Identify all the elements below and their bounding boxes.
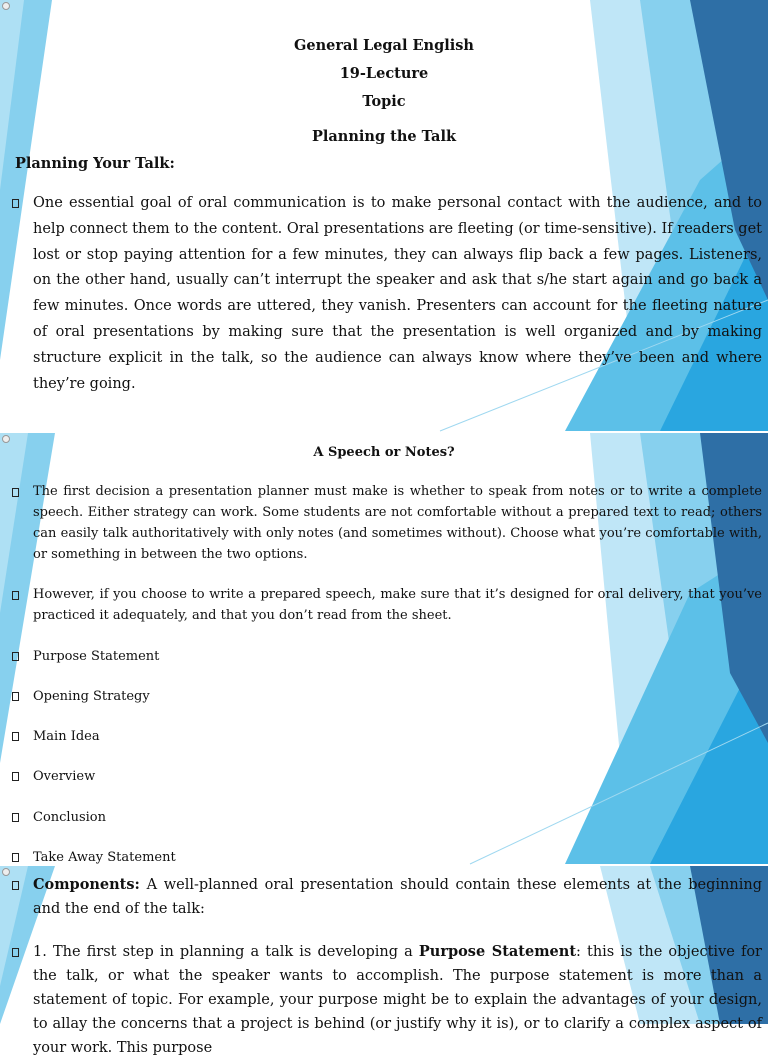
- list-item: Overview: [33, 769, 96, 784]
- box-bullet-icon: [12, 199, 19, 208]
- step-prefix: 1. The first step in planning a talk is developing a: [33, 944, 419, 960]
- box-bullet-icon: [12, 948, 19, 957]
- slide-2-content: [0, 433, 768, 864]
- list-item: Conclusion: [33, 810, 106, 825]
- paragraph: One essential goal of oral communication is to make personal contact with the audience, and to help connect them to the content. Oral presentations are fleeting (or time-sensitive). If readers get lost or stop paying attention for a few minutes, they can always flip back a few pages. Listeners, on the other hand, usually can’t interrupt the speaker and ask that s/he start again and go back a few minutes. Once words are uttered, they vanish. Presenters can account for the fleeting nature of oral presentations by making sure that the presentation is well organized and by making structure explicit in the talk, so the audience can always know where they’ve been and where they’re going.: [33, 195, 762, 392]
- step-paragraph: [33, 940, 762, 1060]
- paragraph-1: The first decision a presentation planner must make is whether to speak from notes or to write a complete speech. Either strategy can work. Some students are not comfortable without a prepared text to read; others can easily talk authoritatively with only notes (and sometimes without). Choose what you’re comfortable with, or something in between the two options.: [33, 484, 762, 562]
- box-bullet-icon: [12, 853, 19, 862]
- lecture-number: 19-Lecture: [339, 65, 429, 82]
- paragraph-2: However, if you choose to write a prepared speech, make sure that it’s designed for oral delivery, that you’ve practiced it adequately, and that you don’t read from the sheet.: [33, 587, 762, 623]
- step-bold-term: Purpose Statement: [418, 943, 577, 960]
- box-bullet-icon: [12, 692, 19, 701]
- slide-1: [0, 0, 768, 431]
- list-item: Opening Strategy: [33, 689, 150, 704]
- box-bullet-icon: [12, 732, 19, 741]
- box-bullet-icon: [12, 488, 19, 497]
- box-bullet-icon: [12, 813, 19, 822]
- document-title: General Legal English: [294, 37, 474, 54]
- box-bullet-icon: [12, 772, 19, 781]
- box-bullet-icon: [12, 881, 19, 890]
- topic-title: Planning the Talk: [312, 128, 456, 145]
- slide-3-content: [0, 866, 768, 1056]
- box-bullet-icon: [12, 652, 19, 661]
- slide-3: [0, 866, 768, 1056]
- slide-2: [0, 433, 768, 864]
- topic-label: Topic: [362, 93, 406, 110]
- list-item: Purpose Statement: [33, 649, 160, 664]
- list-item: Main Idea: [33, 729, 100, 744]
- step-rest: : this is the objective for the talk, or what the speaker wants to accomplish. The purpose statement is more than a statement of topic. For example, your purpose might be to explain the advantages of your design, to allay the concerns that a project is behind (or justify why it is), or to clarify a complex aspect of your work. This purpose: [33, 944, 762, 1056]
- box-bullet-icon: [12, 591, 19, 600]
- slide-1-content: [0, 0, 768, 431]
- components-label: Components:: [33, 876, 140, 893]
- list-item: Take Away Statement: [33, 850, 176, 865]
- section-heading: Planning Your Talk:: [15, 155, 175, 172]
- components-text: A well-planned oral presentation should contain these elements at the beginning and the end of the talk:: [33, 877, 762, 917]
- section-heading: A Speech or Notes?: [313, 445, 455, 460]
- components-paragraph: [33, 873, 762, 921]
